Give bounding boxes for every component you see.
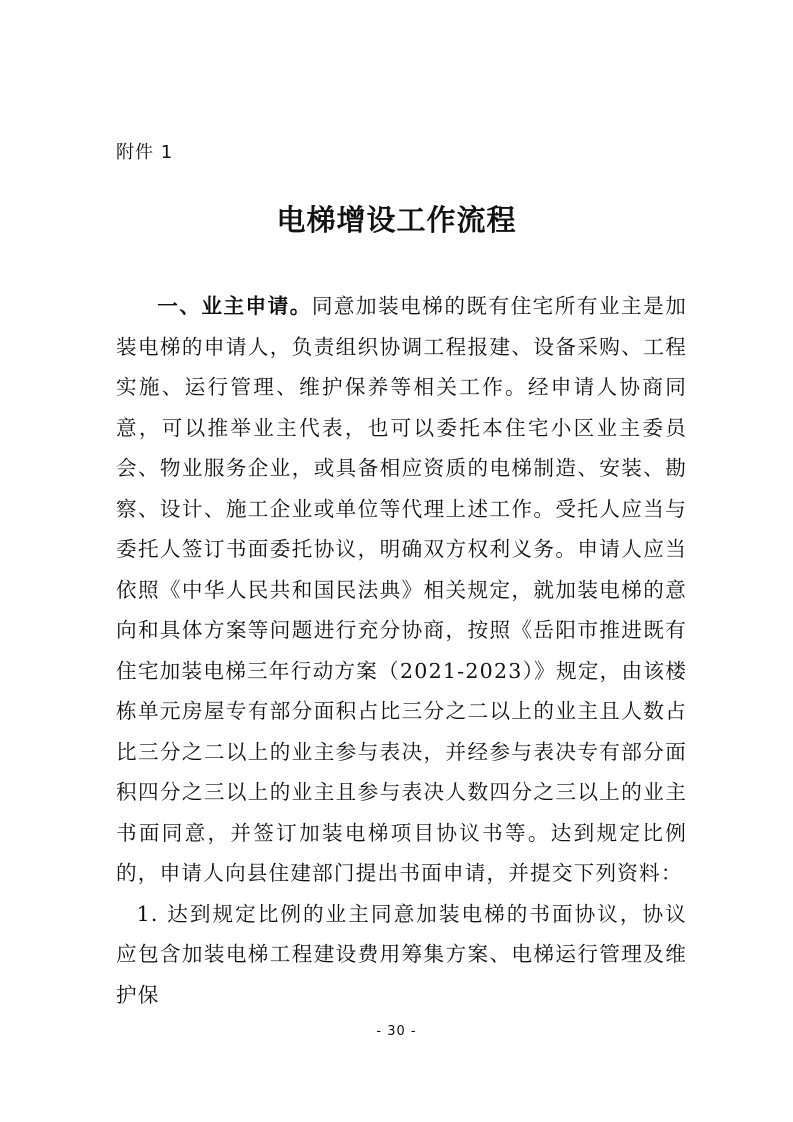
- section-1-paragraph: [116, 286, 687, 894]
- document-title: 电梯增设工作流程: [276, 203, 517, 237]
- page-number: - 30 -: [376, 1024, 417, 1039]
- section-1-heading: 一、业主申请。: [157, 294, 312, 318]
- section-1-text: 同意加装电梯的既有住宅所有业主是加装电梯的申请人，负责组织协调工程报建、设备采购、工程实施、运行管理、维护保养等相关工作。经申请人协商同意，可以推举业主代表，也可以委托本住宅小区业主委员会、物业服务企业，或具备相应资质的电梯制造、安装、勘察、设计、施工企业或单位等代理上述工作。受托人应当与委托人签订书面委托协议，明确双方权利义务。申请人应当依照《中华人民共和国民法典》相关规定，就加装电梯的意向和具体方案等问题进行充分协商，按照《岳阳市推进既有住宅加装电梯三年行动方案（2021-2023）》规定，由该楼栋单元房屋专有部分面积占比三分之二以上的业主且人数占比三分之二以上的业主参与表决，并经参与表决专有部分面积四分之三以上的业主且参与表决人数四分之三以上的业主书面同意，并签订加装电梯项目协议书等。达到规定比例的，申请人向县住建部门提出书面申请，并提交下列资料：: [116, 294, 688, 885]
- attachment-label: 附件 1: [116, 142, 174, 163]
- list-item-1: 1. 达到规定比例的业主同意加装电梯的书面协议，协议应包含加装电梯工程建设费用筹集方案、电梯运行管理及维护保: [116, 901, 687, 1007]
- document-body: [116, 286, 687, 1015]
